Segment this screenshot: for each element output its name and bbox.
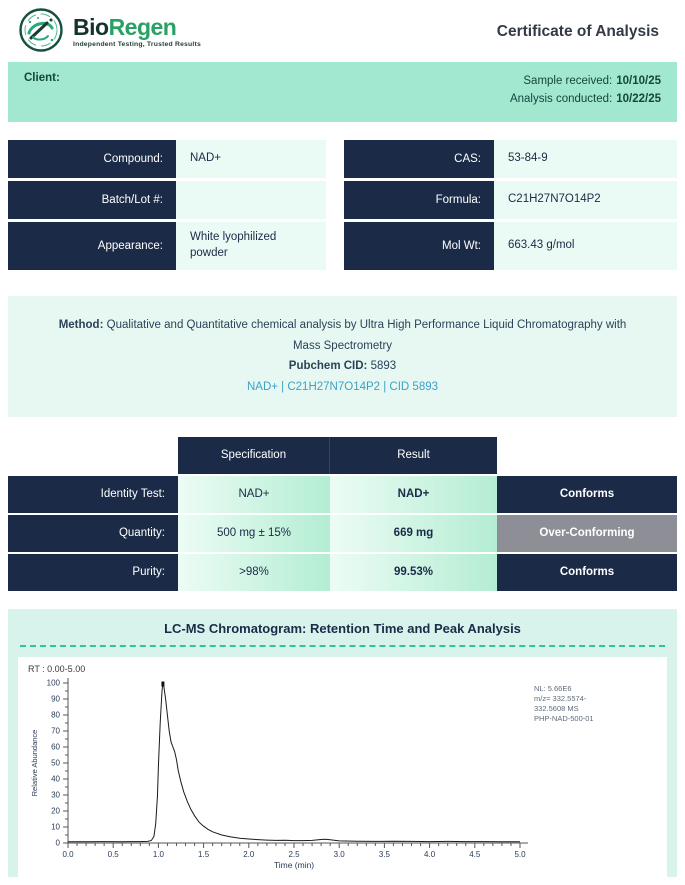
pubchem-link[interactable]: NAD+ | C21H27N7O14P2 | CID 5893 bbox=[246, 381, 439, 394]
analysis-dates bbox=[510, 72, 661, 112]
spec-table-header bbox=[178, 437, 497, 474]
svg-text:60: 60 bbox=[51, 742, 60, 752]
table-row bbox=[8, 140, 677, 178]
appearance-label: Appearance: bbox=[8, 222, 176, 270]
identity-test-spec: NAD+ bbox=[178, 476, 330, 513]
pubchem-cid: 5893 bbox=[370, 360, 397, 373]
svg-text:Time (min): Time (min) bbox=[273, 859, 315, 870]
svg-text:5.0: 5.0 bbox=[514, 849, 526, 859]
quantity-status-badge: Over-Conforming bbox=[497, 515, 677, 552]
table-row bbox=[8, 222, 677, 270]
table-row bbox=[8, 476, 677, 513]
client-info-bar bbox=[8, 62, 677, 122]
svg-text:NL: 5.66E6: NL: 5.66E6 bbox=[534, 683, 572, 693]
svg-text:80: 80 bbox=[51, 710, 60, 720]
svg-text:3.5: 3.5 bbox=[378, 849, 390, 859]
page-title: Certificate of Analysis bbox=[496, 23, 659, 40]
svg-text:20: 20 bbox=[51, 806, 60, 816]
client-label: Client: bbox=[24, 72, 60, 84]
table-row bbox=[8, 515, 677, 552]
svg-text:PHP-NAD-500-01: PHP-NAD-500-01 bbox=[534, 713, 594, 723]
molwt-label: Mol Wt: bbox=[344, 222, 494, 270]
molwt-value: 663.43 g/mol bbox=[494, 222, 677, 270]
svg-text:4.5: 4.5 bbox=[469, 849, 481, 859]
chromatogram-chart bbox=[18, 657, 667, 885]
identity-test-result: NAD+ bbox=[330, 476, 497, 513]
svg-text:70: 70 bbox=[51, 726, 60, 736]
pubchem-line: Pubchem CID: 5893 bbox=[288, 360, 397, 373]
method-text: Method: Qualitative and Quantitative chemical analysis by Ultra High Performance Liquid Chromatography with Mass Spectrometry bbox=[58, 319, 627, 352]
svg-text:0: 0 bbox=[55, 838, 60, 848]
svg-text:m/z= 332.5574-: m/z= 332.5574- bbox=[534, 693, 587, 703]
svg-text:1.0: 1.0 bbox=[152, 849, 164, 859]
purity-label: Purity: bbox=[8, 554, 178, 591]
column-gap bbox=[326, 222, 344, 270]
identity-test-label: Identity Test: bbox=[8, 476, 178, 513]
brand-tagline: Independent Testing, Trusted Results bbox=[73, 41, 201, 48]
svg-text:50: 50 bbox=[51, 758, 60, 768]
dashed-divider bbox=[20, 645, 665, 647]
batch-lot-label: Batch/Lot #: bbox=[8, 181, 176, 219]
table-row bbox=[8, 181, 677, 219]
svg-text:100: 100 bbox=[46, 678, 60, 688]
method-section bbox=[8, 296, 677, 417]
identity-test-status-badge: Conforms bbox=[497, 476, 677, 513]
analysis-conducted-line: Analysis conducted: 10/22/25 bbox=[509, 93, 661, 106]
svg-text:40: 40 bbox=[51, 774, 60, 784]
table-row bbox=[8, 554, 677, 591]
compound-label: Compound: bbox=[8, 140, 176, 178]
specification-column-header: Specification bbox=[178, 437, 330, 474]
compound-value: NAD+ bbox=[176, 140, 326, 178]
spec-result-table bbox=[8, 437, 677, 591]
sample-received-date: 10/10/25 bbox=[616, 75, 661, 87]
chromatogram-section bbox=[8, 609, 677, 877]
brand-name: BioRegen bbox=[73, 14, 177, 40]
svg-text:2.5: 2.5 bbox=[288, 849, 300, 859]
brand-block bbox=[18, 7, 201, 58]
result-column-header: Result bbox=[397, 449, 430, 462]
svg-text:2.0: 2.0 bbox=[243, 849, 255, 859]
svg-text:30: 30 bbox=[51, 790, 60, 800]
chromatogram-title: LC-MS Chromatogram: Retention Time and Peak Analysis bbox=[164, 620, 521, 636]
quantity-result: 669 mg bbox=[330, 515, 497, 552]
formula-label: Formula: bbox=[344, 181, 494, 219]
svg-text:4.0: 4.0 bbox=[424, 849, 436, 859]
batch-lot-value bbox=[176, 181, 326, 219]
quantity-label: Quantity: bbox=[8, 515, 178, 552]
svg-text:90: 90 bbox=[51, 694, 60, 704]
bioregen-logo-icon bbox=[18, 7, 64, 58]
rt-range-label: RT : 0.00-5.00 bbox=[28, 663, 86, 674]
purity-status-badge: Conforms bbox=[497, 554, 677, 591]
compound-info-table bbox=[8, 140, 677, 270]
sample-received-line: Sample received: 10/10/25 bbox=[523, 75, 661, 87]
cas-value: 53-84-9 bbox=[494, 140, 677, 178]
brand-text bbox=[73, 16, 201, 48]
quantity-spec: 500 mg ± 15% bbox=[178, 515, 330, 552]
svg-text:0.5: 0.5 bbox=[107, 849, 119, 859]
svg-text:Relative Abundance: Relative Abundance bbox=[30, 729, 39, 797]
svg-text:332.5608 MS: 332.5608 MS bbox=[534, 703, 579, 713]
column-gap bbox=[326, 181, 344, 219]
analysis-conducted-date: 10/22/25 bbox=[616, 93, 661, 106]
svg-text:0.0: 0.0 bbox=[62, 849, 74, 859]
chromatogram-plot bbox=[26, 675, 658, 873]
purity-spec: >98% bbox=[178, 554, 330, 591]
purity-result: 99.53% bbox=[330, 554, 497, 591]
appearance-value: White lyophilized powder bbox=[176, 222, 326, 270]
cas-label: CAS: bbox=[344, 140, 494, 178]
svg-text:1.5: 1.5 bbox=[198, 849, 210, 859]
svg-text:10: 10 bbox=[51, 822, 60, 832]
formula-value: C21H27N7O14P2 bbox=[494, 181, 677, 219]
svg-text:3.0: 3.0 bbox=[333, 849, 345, 859]
page-header bbox=[0, 0, 685, 62]
column-gap bbox=[326, 140, 344, 178]
